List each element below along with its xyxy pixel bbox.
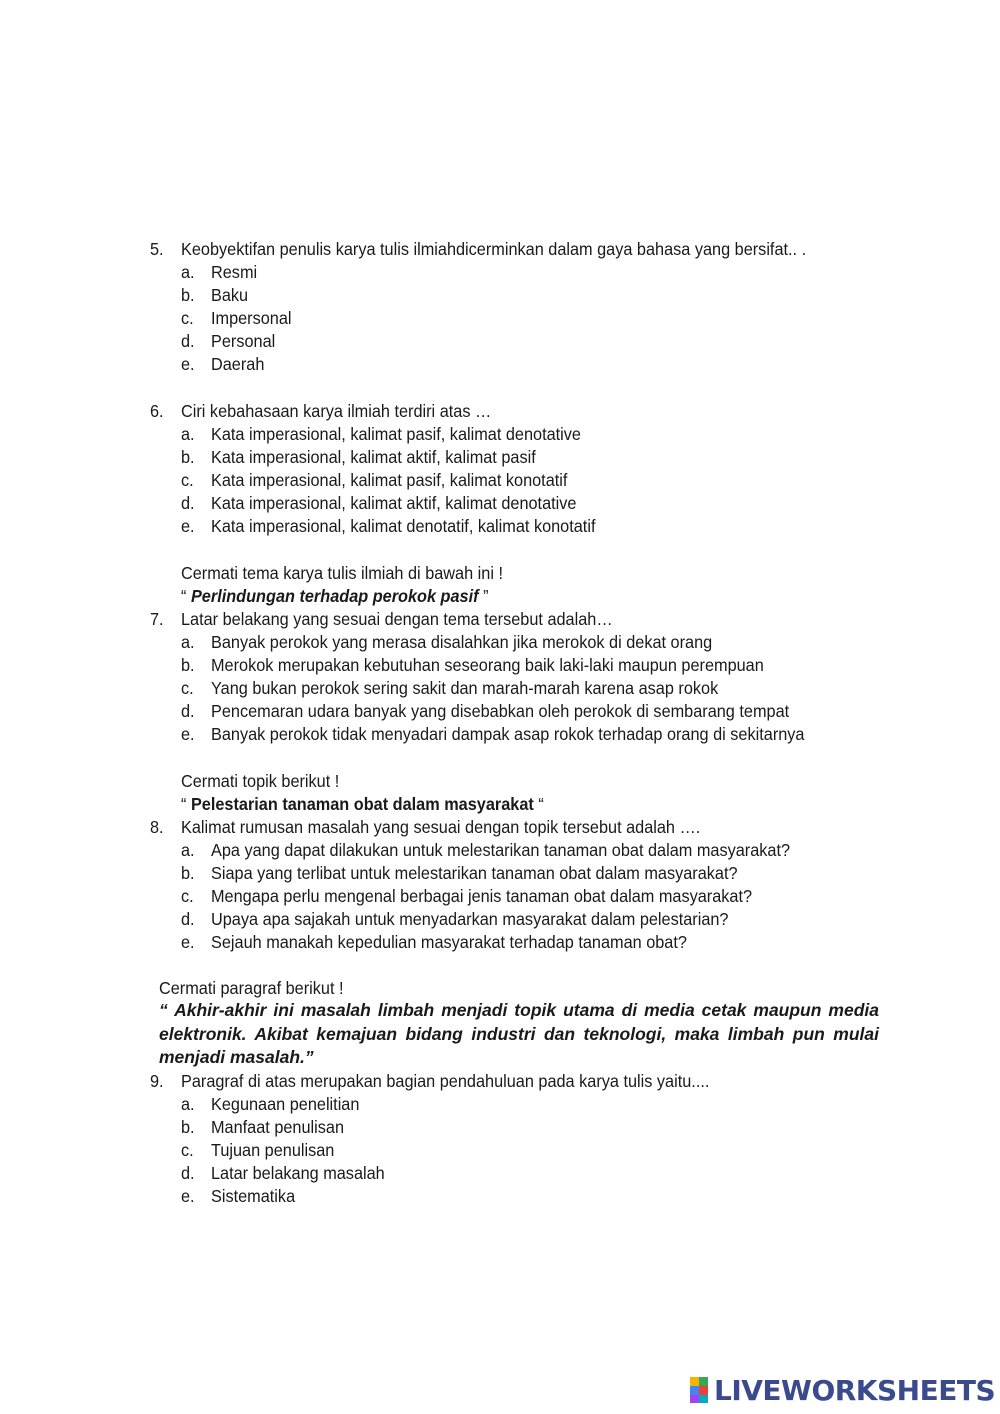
q8-option-a[interactable]: Apa yang dapat dilakukan untuk melestarikan tanaman obat dalam masyarakat? [211, 840, 791, 860]
question-8-number: 8. [150, 817, 164, 837]
q9-intro: Cermati paragraf berikut ! [159, 978, 344, 998]
q6-option-c-letter: c. [181, 470, 194, 490]
q5-option-b-letter: b. [181, 285, 195, 305]
q9-option-b-letter: b. [181, 1117, 195, 1137]
q7-theme-quote [181, 585, 488, 607]
q6-option-c[interactable]: Kata imperasional, kalimat pasif, kalimat konotatif [211, 470, 568, 490]
q7-option-c[interactable]: Yang bukan perokok sering sakit dan marah-marah karena asap rokok [211, 678, 719, 698]
q5-option-a-letter: a. [181, 262, 195, 282]
question-9-text: Paragraf di atas merupakan bagian pendahuluan pada karya tulis yaitu.... [181, 1071, 710, 1091]
q9-option-e-letter: e. [181, 1186, 195, 1206]
question-6-text: Ciri kebahasaan karya ilmiah terdiri atas … [181, 401, 492, 421]
question-8-text: Kalimat rumusan masalah yang sesuai dengan topik tersebut adalah …. [181, 817, 701, 837]
q7-quote-open: “ [181, 586, 191, 606]
q7-option-b-letter: b. [181, 655, 195, 675]
question-5-number: 5. [150, 239, 164, 259]
q9-option-d[interactable]: Latar belakang masalah [211, 1163, 385, 1183]
q6-option-a-letter: a. [181, 424, 195, 444]
q7-intro: Cermati tema karya tulis ilmiah di bawah ini ! [181, 563, 504, 583]
q9-option-d-letter: d. [181, 1163, 195, 1183]
q8-option-c[interactable]: Mengapa perlu mengenal berbagai jenis tanaman obat dalam masyarakat? [211, 886, 753, 906]
q7-theme: Perlindungan terhadap perokok pasif [190, 586, 479, 606]
q9-option-a[interactable]: Kegunaan penelitian [211, 1094, 360, 1114]
question-5-text: Keobyektifan penulis karya tulis ilmiahdicerminkan dalam gaya bahasa yang bersifat.. . [181, 239, 807, 259]
q7-option-d-letter: d. [181, 701, 195, 721]
q7-quote-close: ” [478, 586, 489, 606]
q8-option-e-letter: e. [181, 932, 195, 952]
q5-option-d-letter: d. [181, 331, 195, 351]
q6-option-e-letter: e. [181, 516, 195, 536]
q8-intro: Cermati topik berikut ! [181, 771, 340, 791]
q9-option-e[interactable]: Sistematika [211, 1186, 296, 1206]
question-7-text: Latar belakang yang sesuai dengan tema tersebut adalah… [181, 609, 613, 629]
q8-option-a-letter: a. [181, 840, 195, 860]
q9-paragraph: “ Akhir-akhir ini masalah limbah menjadi topik utama di media cetak maupun media elektronik. Akibat kemajuan bidang industri dan teknologi, maka limbah pun mulai menjadi masalah.” [159, 1000, 879, 1067]
q8-quote-open: “ [181, 794, 191, 814]
question-7-number: 7. [150, 609, 164, 629]
q5-option-c-letter: c. [181, 308, 194, 328]
q8-topic-quote [181, 793, 544, 815]
q7-option-e[interactable]: Banyak perokok tidak menyadari dampak asap rokok terhadap orang di sekitarnya [211, 724, 805, 744]
q6-option-d-letter: d. [181, 493, 195, 513]
q5-option-b[interactable]: Baku [211, 285, 249, 305]
liveworksheets-logo [690, 1374, 995, 1406]
q9-option-c[interactable]: Tujuan penulisan [211, 1140, 335, 1160]
q6-option-e[interactable]: Kata imperasional, kalimat denotatif, kalimat konotatif [211, 516, 596, 536]
q5-option-d[interactable]: Personal [211, 331, 276, 351]
q8-option-e[interactable]: Sejauh manakah kepedulian masyarakat terhadap tanaman obat? [211, 932, 687, 952]
q8-option-d[interactable]: Upaya apa sajakah untuk menyadarkan masyarakat dalam pelestarian? [211, 909, 729, 929]
q8-option-d-letter: d. [181, 909, 195, 929]
q7-option-c-letter: c. [181, 678, 194, 698]
q8-option-b-letter: b. [181, 863, 195, 883]
q8-topic: Pelestarian tanaman obat dalam masyarakat [190, 794, 534, 814]
q7-option-a[interactable]: Banyak perokok yang merasa disalahkan jika merokok di dekat orang [211, 632, 713, 652]
q6-option-b[interactable]: Kata imperasional, kalimat aktif, kalimat pasif [211, 447, 536, 467]
q5-option-a[interactable]: Resmi [211, 262, 258, 282]
q8-option-c-letter: c. [181, 886, 194, 906]
q7-option-b[interactable]: Merokok merupakan kebutuhan seseorang baik laki-laki maupun perempuan [211, 655, 764, 675]
q9-option-c-letter: c. [181, 1140, 194, 1160]
q5-option-e[interactable]: Daerah [211, 354, 265, 374]
question-9-number: 9. [150, 1071, 164, 1091]
q6-option-d[interactable]: Kata imperasional, kalimat aktif, kalimat denotative [211, 493, 577, 513]
q8-quote-close: “ [533, 794, 544, 814]
q7-option-d[interactable]: Pencemaran udara banyak yang disebabkan oleh perokok di sembarang tempat [211, 701, 790, 721]
q7-option-a-letter: a. [181, 632, 195, 652]
q8-option-b[interactable]: Siapa yang terlibat untuk melestarikan tanaman obat dalam masyarakat? [211, 863, 738, 883]
q9-option-a-letter: a. [181, 1094, 195, 1114]
q5-option-e-letter: e. [181, 354, 195, 374]
q7-option-e-letter: e. [181, 724, 195, 744]
q5-option-c[interactable]: Impersonal [211, 308, 292, 328]
q6-option-b-letter: b. [181, 447, 195, 467]
question-6-number: 6. [150, 401, 164, 421]
liveworksheets-mark-icon [690, 1377, 708, 1403]
q6-option-a[interactable]: Kata imperasional, kalimat pasif, kalimat denotative [211, 424, 581, 444]
q9-option-b[interactable]: Manfaat penulisan [211, 1117, 345, 1137]
liveworksheets-wordmark: LIVEWORKSHEETS [714, 1373, 996, 1407]
